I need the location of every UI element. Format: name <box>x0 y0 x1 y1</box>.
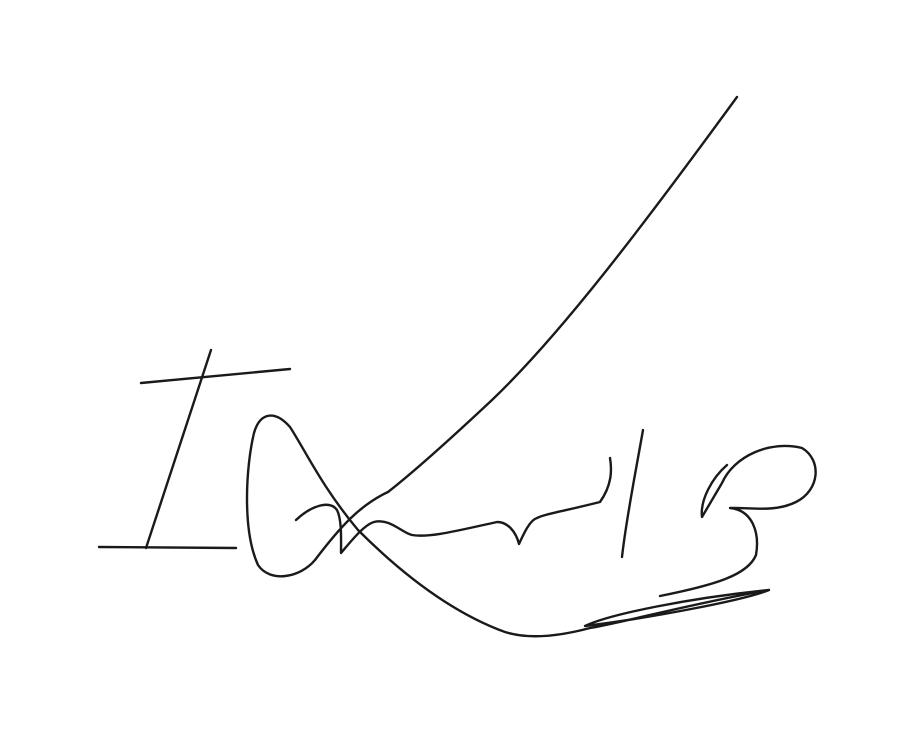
signature-initial-bottom-bar <box>99 547 236 548</box>
signature-initial-top-bar <box>141 369 290 383</box>
signature-letter-stem <box>622 430 643 557</box>
signature-middle-letters <box>296 458 611 553</box>
handwritten-signature <box>99 97 816 636</box>
signature-final-flourish <box>660 446 816 596</box>
signature-main-loop-stroke <box>247 97 769 636</box>
